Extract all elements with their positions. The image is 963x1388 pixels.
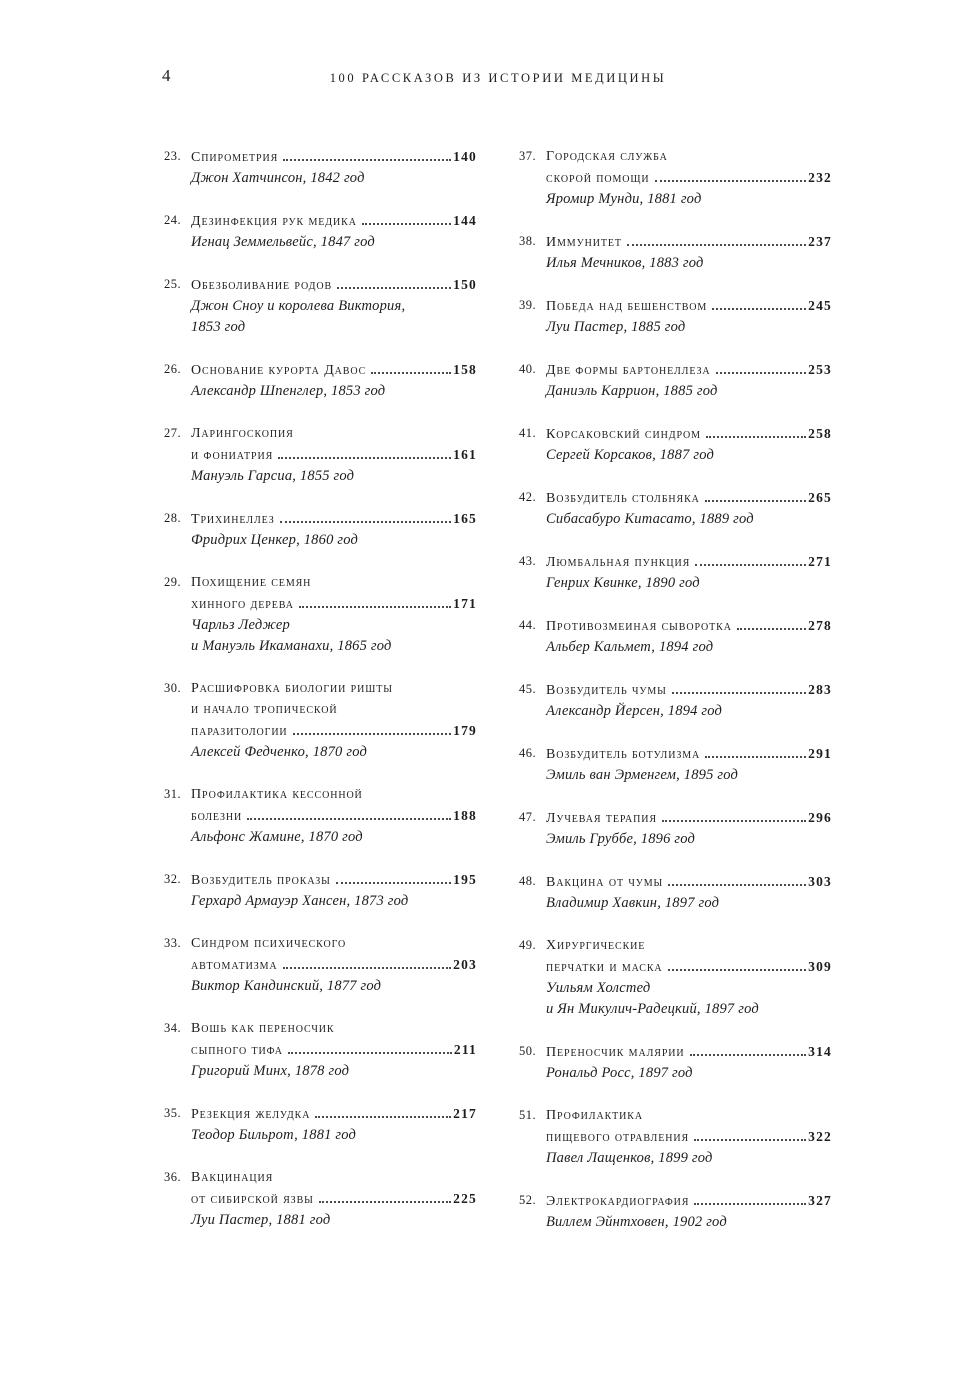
entry-number: 25. bbox=[164, 277, 182, 291]
entry-number: 47. bbox=[519, 810, 537, 824]
dot-leader bbox=[655, 172, 807, 182]
entry-page-number: 161 bbox=[453, 447, 477, 462]
toc-entry bbox=[164, 146, 477, 189]
entry-body bbox=[191, 933, 477, 997]
entry-title-text: Люмбальная пункция bbox=[546, 555, 691, 570]
entry-number: 46. bbox=[519, 746, 537, 760]
entry-author: Яромир Мунди, 1881 год bbox=[546, 191, 702, 207]
entry-title-line bbox=[546, 1126, 832, 1148]
entry-author: Александр Йерсен, 1894 год bbox=[546, 703, 723, 719]
entry-title-line bbox=[546, 679, 832, 701]
entry-title-text: Дезинфекция рук медика bbox=[191, 214, 357, 229]
entry-title-line bbox=[546, 423, 832, 445]
entry-title-line: Вакцинация bbox=[191, 1170, 274, 1185]
entry-title-text: Вакцина от чумы bbox=[546, 875, 664, 890]
entry-title-line bbox=[191, 954, 477, 976]
dot-leader bbox=[668, 876, 806, 886]
toc-entry bbox=[519, 1041, 832, 1084]
entry-author: Генрих Квинке, 1890 год bbox=[546, 575, 700, 591]
entry-page-number: 245 bbox=[808, 298, 832, 313]
entry-body bbox=[191, 146, 477, 189]
entry-title-text: Возбудитель ботулизма bbox=[546, 747, 701, 762]
entry-body bbox=[191, 359, 477, 402]
dot-leader bbox=[716, 364, 807, 374]
entry-author: Уильям Холстед bbox=[546, 980, 651, 996]
entry-page-number: 225 bbox=[453, 1191, 477, 1206]
dot-leader bbox=[672, 684, 806, 694]
dot-leader bbox=[280, 513, 451, 523]
entry-page-number: 217 bbox=[453, 1106, 477, 1121]
entry-title-line bbox=[191, 1188, 477, 1210]
dot-leader bbox=[690, 1046, 807, 1056]
entry-body bbox=[546, 1190, 832, 1233]
dot-leader bbox=[288, 1044, 452, 1054]
entry-title-line: Профилактика кессонной bbox=[191, 787, 363, 802]
entry-author: 1853 год bbox=[191, 319, 246, 335]
toc-entry bbox=[519, 423, 832, 466]
entry-page-number: 296 bbox=[808, 810, 832, 825]
entry-body bbox=[546, 231, 832, 274]
dot-leader bbox=[337, 279, 451, 289]
entry-title-text: хинного дерева bbox=[191, 597, 294, 612]
running-header-title: 100 РАССКАЗОВ ИЗ ИСТОРИИ МЕДИЦИНЫ bbox=[329, 71, 667, 85]
entry-body bbox=[546, 935, 832, 1020]
entry-author: Теодор Бильрот, 1881 год bbox=[191, 1127, 357, 1143]
entry-body bbox=[546, 146, 832, 210]
entry-number: 41. bbox=[519, 426, 537, 440]
dot-leader bbox=[712, 300, 806, 310]
entry-author: Эмиль ван Эрменгем, 1895 год bbox=[546, 767, 739, 783]
entry-number: 48. bbox=[519, 874, 537, 888]
toc-entry bbox=[519, 1190, 832, 1233]
toc-entry bbox=[519, 231, 832, 274]
entry-page-number: 253 bbox=[808, 362, 832, 377]
entry-author: Алексей Федченко, 1870 год bbox=[191, 744, 367, 760]
entry-page-number: 265 bbox=[808, 490, 832, 505]
toc-entry bbox=[519, 146, 832, 210]
entry-title-line bbox=[191, 210, 477, 232]
entry-body bbox=[546, 487, 832, 530]
entry-title-text: Электрокардиография bbox=[546, 1194, 690, 1209]
entry-title-line bbox=[546, 1190, 832, 1212]
entry-author: и Мануэль Икаманахи, 1865 год bbox=[191, 638, 392, 654]
entry-title-text: Возбудитель чумы bbox=[546, 683, 667, 698]
toc-entry bbox=[519, 679, 832, 722]
entry-body bbox=[546, 743, 832, 786]
entry-page-number: 232 bbox=[808, 170, 832, 185]
toc-entry bbox=[164, 572, 477, 657]
entry-page-number: 179 bbox=[453, 723, 477, 738]
entry-title-line bbox=[191, 593, 477, 615]
entry-body bbox=[546, 295, 832, 338]
entry-title-text: и фониатрия bbox=[191, 448, 274, 463]
entry-author: Сибасабуро Китасато, 1889 год bbox=[546, 511, 754, 527]
toc-entry bbox=[519, 1105, 832, 1169]
toc-entry bbox=[164, 678, 477, 763]
toc-columns bbox=[164, 146, 832, 1254]
toc-column-right bbox=[519, 146, 832, 1254]
entry-body bbox=[191, 508, 477, 551]
entry-body bbox=[191, 210, 477, 253]
dot-leader bbox=[371, 364, 451, 374]
entry-number: 36. bbox=[164, 1170, 182, 1184]
entry-title-text: Возбудитель проказы bbox=[191, 873, 331, 888]
entry-author: Григорий Минх, 1878 год bbox=[191, 1063, 350, 1079]
entry-title-text: от сибирской язвы bbox=[191, 1192, 314, 1207]
entry-page-number: 188 bbox=[453, 808, 477, 823]
dot-leader bbox=[315, 1108, 451, 1118]
entry-title-line: Похищение семян bbox=[191, 575, 312, 590]
entry-body bbox=[546, 871, 832, 914]
toc-entry bbox=[519, 551, 832, 594]
dot-leader bbox=[694, 1131, 806, 1141]
entry-title-line bbox=[191, 1103, 477, 1125]
entry-author: Джон Сноу и королева Виктория, bbox=[191, 298, 406, 314]
entry-author: Александр Шпенглер, 1853 год bbox=[191, 383, 386, 399]
entry-author: Владимир Хавкин, 1897 год bbox=[546, 895, 720, 911]
dot-leader bbox=[694, 1195, 806, 1205]
entry-number: 50. bbox=[519, 1044, 537, 1058]
running-header bbox=[164, 66, 832, 88]
dot-leader bbox=[283, 151, 451, 161]
entry-title-line bbox=[546, 295, 832, 317]
entry-title-text: перчатки и маска bbox=[546, 960, 663, 975]
entry-title-line bbox=[546, 359, 832, 381]
entry-title-line: Синдром психического bbox=[191, 936, 347, 951]
toc-entry bbox=[164, 508, 477, 551]
entry-title-line: Городская служба bbox=[546, 149, 668, 164]
entry-author: Сергей Корсаков, 1887 год bbox=[546, 447, 715, 463]
dot-leader bbox=[247, 810, 451, 820]
entry-author: Луи Пастер, 1881 год bbox=[191, 1212, 331, 1228]
dot-leader bbox=[299, 598, 451, 608]
entry-title-line bbox=[191, 720, 477, 742]
entry-title-text: Две формы бартонеллеза bbox=[546, 363, 711, 378]
entry-title-text: автоматизма bbox=[191, 958, 278, 973]
toc-column-left bbox=[164, 146, 477, 1254]
entry-number: 43. bbox=[519, 554, 537, 568]
toc-entry bbox=[164, 1103, 477, 1146]
entry-number: 37. bbox=[519, 149, 537, 163]
entry-author: Чарльз Леджер bbox=[191, 617, 290, 633]
dot-leader bbox=[278, 449, 451, 459]
entry-page-number: 211 bbox=[453, 1042, 477, 1057]
entry-author: и Ян Микулич-Радецкий, 1897 год bbox=[546, 1001, 759, 1017]
entry-number: 39. bbox=[519, 298, 537, 312]
entry-title-text: паразитологии bbox=[191, 724, 288, 739]
entry-author: Рональд Росс, 1897 год bbox=[546, 1065, 693, 1081]
toc-entry bbox=[519, 935, 832, 1020]
toc-entry bbox=[164, 933, 477, 997]
entry-number: 28. bbox=[164, 511, 182, 525]
entry-page-number: 309 bbox=[808, 959, 832, 974]
entry-title-text: болезни bbox=[191, 809, 243, 824]
entry-number: 33. bbox=[164, 936, 182, 950]
page-number: 4 bbox=[162, 66, 171, 85]
entry-number: 32. bbox=[164, 872, 182, 886]
entry-title-line bbox=[546, 615, 832, 637]
toc-entry bbox=[519, 295, 832, 338]
entry-title-text: Спирометрия bbox=[191, 150, 279, 165]
entry-author: Игнац Земмельвейс, 1847 год bbox=[191, 234, 375, 250]
dot-leader bbox=[336, 874, 451, 884]
dot-leader bbox=[293, 725, 452, 735]
entry-page-number: 171 bbox=[453, 596, 477, 611]
entry-page-number: 303 bbox=[808, 874, 832, 889]
toc-entry bbox=[164, 359, 477, 402]
dot-leader bbox=[283, 959, 452, 969]
entry-title-line bbox=[191, 146, 477, 168]
entry-title-line: Вошь как переносчик bbox=[191, 1021, 335, 1036]
entry-title-line bbox=[546, 487, 832, 509]
dot-leader bbox=[706, 428, 806, 438]
entry-author: Виктор Кандинский, 1877 год bbox=[191, 978, 382, 994]
entry-author: Альбер Кальмет, 1894 год bbox=[546, 639, 714, 655]
entry-title-line: Профилактика bbox=[546, 1108, 643, 1123]
entry-author: Даниэль Каррион, 1885 год bbox=[546, 383, 718, 399]
toc-entry bbox=[519, 487, 832, 530]
entry-title-line: и начало тропической bbox=[191, 702, 338, 717]
entry-number: 23. bbox=[164, 149, 182, 163]
entry-body bbox=[546, 679, 832, 722]
entry-title-line bbox=[546, 1041, 832, 1063]
entry-page-number: 140 bbox=[453, 149, 477, 164]
entry-page-number: 271 bbox=[808, 554, 832, 569]
entry-title-line bbox=[191, 359, 477, 381]
toc-entry bbox=[164, 1167, 477, 1231]
entry-page-number: 314 bbox=[808, 1044, 832, 1059]
entry-author: Джон Хатчинсон, 1842 год bbox=[191, 170, 365, 186]
entry-title-line bbox=[191, 805, 477, 827]
entry-number: 38. bbox=[519, 234, 537, 248]
dot-leader bbox=[662, 812, 806, 822]
entry-title-line bbox=[546, 807, 832, 829]
entry-page-number: 165 bbox=[453, 511, 477, 526]
toc-entry bbox=[519, 743, 832, 786]
entry-title-line bbox=[546, 167, 832, 189]
entry-title-line bbox=[546, 743, 832, 765]
toc-entry bbox=[519, 807, 832, 850]
entry-body bbox=[546, 807, 832, 850]
entry-page-number: 283 bbox=[808, 682, 832, 697]
entry-title-text: Основание курорта Давос bbox=[191, 363, 367, 378]
toc-entry bbox=[164, 1018, 477, 1082]
entry-number: 35. bbox=[164, 1106, 182, 1120]
entry-number: 45. bbox=[519, 682, 537, 696]
entry-body bbox=[546, 423, 832, 466]
entry-title-text: Лучевая терапия bbox=[546, 811, 657, 826]
entry-title-line: Хирургические bbox=[546, 938, 646, 953]
entry-page-number: 322 bbox=[808, 1129, 832, 1144]
entry-title-text: Иммунитет bbox=[546, 235, 622, 250]
toc-entry bbox=[164, 423, 477, 487]
dot-leader bbox=[362, 215, 451, 225]
entry-number: 34. bbox=[164, 1021, 182, 1035]
entry-page-number: 237 bbox=[808, 234, 832, 249]
entry-title-line bbox=[191, 444, 477, 466]
entry-page-number: 291 bbox=[808, 746, 832, 761]
entry-author: Мануэль Гарсиа, 1855 год bbox=[191, 468, 355, 484]
dot-leader bbox=[737, 620, 806, 630]
entry-title-text: Противозмеиная сыворотка bbox=[546, 619, 732, 634]
entry-title-text: Обезболивание родов bbox=[191, 278, 333, 293]
entry-page-number: 150 bbox=[453, 277, 477, 292]
entry-number: 30. bbox=[164, 681, 182, 695]
entry-page-number: 144 bbox=[453, 213, 477, 228]
entry-title-text: Переносчик малярии bbox=[546, 1045, 685, 1060]
entry-number: 44. bbox=[519, 618, 537, 632]
entry-body bbox=[191, 423, 477, 487]
toc-entry bbox=[164, 784, 477, 848]
toc-page bbox=[164, 66, 832, 1254]
toc-entry bbox=[164, 210, 477, 253]
entry-title-text: Корсаковский синдром bbox=[546, 427, 701, 442]
entry-number: 51. bbox=[519, 1108, 537, 1122]
dot-leader bbox=[705, 748, 806, 758]
entry-title-line bbox=[191, 274, 477, 296]
entry-title-line bbox=[546, 551, 832, 573]
toc-entry bbox=[164, 869, 477, 912]
entry-title-text: Победа над бешенством bbox=[546, 299, 708, 314]
entry-body bbox=[191, 572, 477, 657]
toc-entry bbox=[519, 871, 832, 914]
entry-title-line bbox=[546, 956, 832, 978]
entry-body bbox=[191, 1103, 477, 1146]
toc-entry bbox=[519, 359, 832, 402]
entry-number: 24. bbox=[164, 213, 182, 227]
entry-body bbox=[546, 615, 832, 658]
entry-number: 42. bbox=[519, 490, 537, 504]
entry-author: Эмиль Груббе, 1896 год bbox=[546, 831, 696, 847]
toc-entry bbox=[519, 615, 832, 658]
entry-body bbox=[546, 1041, 832, 1084]
entry-body bbox=[191, 1167, 477, 1231]
entry-page-number: 258 bbox=[808, 426, 832, 441]
entry-title-text: Трихинеллез bbox=[191, 512, 275, 527]
entry-number: 49. bbox=[519, 938, 537, 952]
entry-title-text: Возбудитель столбняка bbox=[546, 491, 700, 506]
entry-author: Виллем Эйнтховен, 1902 год bbox=[546, 1214, 727, 1230]
entry-author: Фридрих Ценкер, 1860 год bbox=[191, 532, 358, 548]
dot-leader bbox=[695, 556, 806, 566]
entry-title-text: пищевого отравления bbox=[546, 1130, 690, 1145]
toc-entry bbox=[164, 274, 477, 338]
entry-body bbox=[191, 1018, 477, 1082]
entry-title-text: сыпного тифа bbox=[191, 1043, 283, 1058]
dot-leader bbox=[319, 1193, 451, 1203]
entry-number: 40. bbox=[519, 362, 537, 376]
entry-body bbox=[191, 784, 477, 848]
entry-author: Павел Лащенков, 1899 год bbox=[546, 1150, 713, 1166]
entry-page-number: 327 bbox=[808, 1193, 832, 1208]
entry-number: 27. bbox=[164, 426, 182, 440]
entry-body bbox=[191, 869, 477, 912]
entry-title-line bbox=[191, 869, 477, 891]
entry-number: 26. bbox=[164, 362, 182, 376]
entry-page-number: 158 bbox=[453, 362, 477, 377]
entry-body bbox=[546, 1105, 832, 1169]
entry-title-line bbox=[546, 231, 832, 253]
entry-title-line bbox=[191, 1039, 477, 1061]
entry-author: Герхард Армауэр Хансен, 1873 год bbox=[191, 893, 409, 909]
entry-title-line: Расшифровка биологии ришты bbox=[191, 681, 393, 696]
entry-title-line bbox=[546, 871, 832, 893]
entry-author: Илья Мечников, 1883 год bbox=[546, 255, 704, 271]
entry-body bbox=[191, 678, 477, 763]
entry-title-line bbox=[191, 508, 477, 530]
entry-body bbox=[546, 551, 832, 594]
entry-body bbox=[546, 359, 832, 402]
dot-leader bbox=[668, 961, 807, 971]
dot-leader bbox=[705, 492, 806, 502]
entry-page-number: 203 bbox=[453, 957, 477, 972]
entry-title-text: Резекция желудка bbox=[191, 1107, 311, 1122]
entry-number: 52. bbox=[519, 1193, 537, 1207]
entry-number: 29. bbox=[164, 575, 182, 589]
entry-page-number: 278 bbox=[808, 618, 832, 633]
entry-title-line: Ларингоскопия bbox=[191, 426, 294, 441]
dot-leader bbox=[627, 236, 806, 246]
entry-body bbox=[191, 274, 477, 338]
entry-title-text: скорой помощи bbox=[546, 171, 650, 186]
entry-author: Альфонс Жамине, 1870 год bbox=[191, 829, 363, 845]
entry-number: 31. bbox=[164, 787, 182, 801]
entry-author: Луи Пастер, 1885 год bbox=[546, 319, 686, 335]
entry-page-number: 195 bbox=[453, 872, 477, 887]
